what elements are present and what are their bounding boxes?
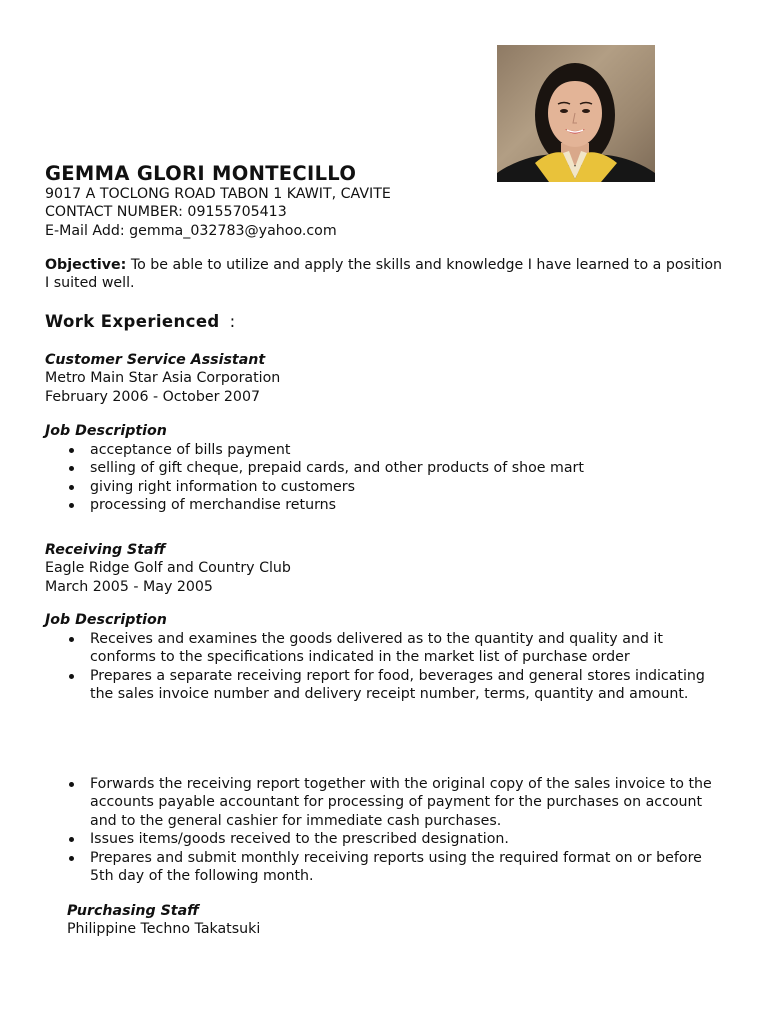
job-duties-list [67,630,727,704]
objective-paragraph [45,256,725,293]
objective-label: Objective: [45,257,127,273]
list-item: Prepares a separate receiving report for food, beverages and general stores indicating the sales invoice number and delivery receipt number, terms, quantity and amount. [67,667,727,704]
work-experience-title: Work Experienced [45,312,220,331]
job-entry-2 [45,541,291,596]
list-item: Receives and examines the goods delivered as to the quantity and quality and it conforms to the specifications indicated in the market list of purchase order [67,630,727,667]
contact-block [45,185,391,240]
list-item: acceptance of bills payment [67,441,727,459]
work-experience-heading [45,313,236,331]
job-entry-3 [67,902,260,939]
job-company: Metro Main Star Asia Corporation [45,370,281,387]
job-company: Philippine Techno Takatsuki [67,921,261,938]
job-title: Purchasing Staff [67,903,199,919]
list-item: Prepares and submit monthly receiving reports using the required format on or before 5th day of the following month. [67,849,727,886]
job-duties-list-continued [67,775,727,885]
list-item: processing of merchandise returns [67,496,727,514]
applicant-name: GEMMA GLORI MONTECILLO [45,162,357,185]
work-experience-colon: : [229,312,236,331]
job-entry-1 [45,351,280,406]
list-item: giving right information to customers [67,478,727,496]
job-dates: February 2006 - October 2007 [45,388,261,405]
job-dates: March 2005 - May 2005 [45,578,213,595]
list-item: Issues items/goods received to the prescribed designation. [67,830,727,848]
job-title: Customer Service Assistant [45,352,266,368]
job-duties-list [67,441,727,515]
profile-photo [497,45,655,182]
email-line: E-Mail Add: gemma_032783@yahoo.com [45,222,337,239]
address-line: 9017 A TOCLONG ROAD TABON 1 KAWIT, CAVITE [45,186,391,202]
list-item: Forwards the receiving report together with the original copy of the sales invoice to the accounts payable accountant for processing of payment for the purchases on account and to the general cashier for immediate cash purchases. [67,775,727,830]
contact-number-line: CONTACT NUMBER: 09155705413 [45,204,287,221]
job-description-label: Job Description [45,423,167,439]
job-company: Eagle Ridge Golf and Country Club [45,560,291,577]
job-description-label: Job Description [45,612,167,628]
job-title: Receiving Staff [45,542,166,558]
objective-text: To be able to utilize and apply the skills and knowledge I have learned to a position I suited well. [45,257,723,292]
portrait-illustration [497,45,655,182]
list-item: selling of gift cheque, prepaid cards, and other products of shoe mart [67,459,727,477]
